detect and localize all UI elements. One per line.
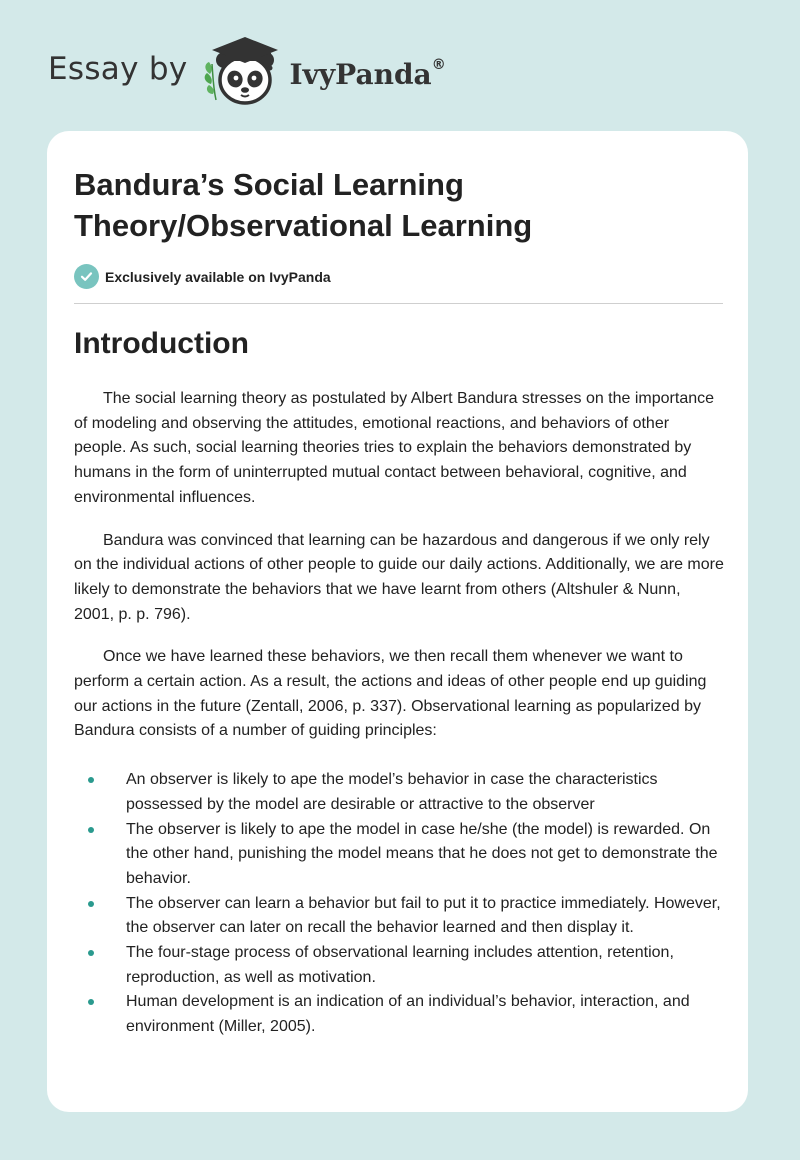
bullet-dot-icon xyxy=(88,901,94,907)
list-item-text: Human development is an indication of an individual’s behavior, interaction, and environment (Miller, 2005). xyxy=(126,993,690,1036)
ivypanda-logo[interactable] xyxy=(200,34,446,110)
exclusive-badge xyxy=(74,264,331,289)
list-item-text: An observer is likely to ape the model’s behavior in case the characteristics possessed by the model are desirable or attractive to the observer xyxy=(126,771,658,813)
list-item-text: The observer can learn a behavior but fail to put it to practice immediately. However, the observer can later on recall the behavior learned and then display it. xyxy=(126,894,721,937)
list-item-text: The observer is likely to ape the model in case he/she (the model) is rewarded. On the other hand, punishing the model means that he does not get to demonstrate the behavior. xyxy=(126,820,718,887)
paragraph: The social learning theory as postulated by Albert Bandura stresses on the importance of modeling and observing the attitudes, emotional reactions, and behaviors of other people. As such, social learning theories tries to explain the behaviors demonstrated by humans in the form of uninterrupted mutual contact between behavioral, cognitive, and environmental influences. xyxy=(74,390,715,506)
paragraph: Bandura was convinced that learning can be hazardous and dangerous if we only rely on the individual actions of other people to guide our daily actions. Additionally, we are more likely to demonstrate the behaviors that we have learnt from others (Altshuler & Nunn, 2001, p. p. 796). xyxy=(74,531,724,623)
bullet-dot-icon xyxy=(88,999,94,1005)
list-item xyxy=(74,892,724,941)
panda-graduate-logo-icon xyxy=(200,34,284,110)
list-item-text: The four-stage process of observational learning includes attention, retention, reproduction, as well as motivation. xyxy=(126,944,674,986)
divider xyxy=(74,303,723,304)
exclusive-label: Exclusively available on IvyPanda xyxy=(105,268,331,285)
essay-title: Bandura’s Social Learning Theory/Observational Learning xyxy=(74,167,533,243)
essay-by-label: Essay by xyxy=(48,51,188,87)
bullet-dot-icon xyxy=(88,777,94,783)
list-item xyxy=(74,818,724,892)
paragraph: Once we have learned these behaviors, we then recall them whenever we want to perform a certain action. As a result, the actions and ideas of other people end up guiding our actions in the future (Zentall, 2006, p. 337). Observational learning as popularized by Bandura consists of a number of guiding principles: xyxy=(74,648,707,740)
section-heading-introduction: Introduction xyxy=(74,327,249,360)
principles-list xyxy=(74,768,724,1040)
bullet-dot-icon xyxy=(88,827,94,833)
brand-name: IvyPanda® xyxy=(289,57,446,91)
bullet-dot-icon xyxy=(88,950,94,956)
site-header xyxy=(48,34,446,110)
essay-body xyxy=(74,387,724,1040)
list-item xyxy=(74,941,724,990)
essay-card xyxy=(47,131,748,1112)
list-item xyxy=(74,990,724,1039)
list-item xyxy=(74,768,724,817)
check-circle-icon xyxy=(74,264,99,289)
